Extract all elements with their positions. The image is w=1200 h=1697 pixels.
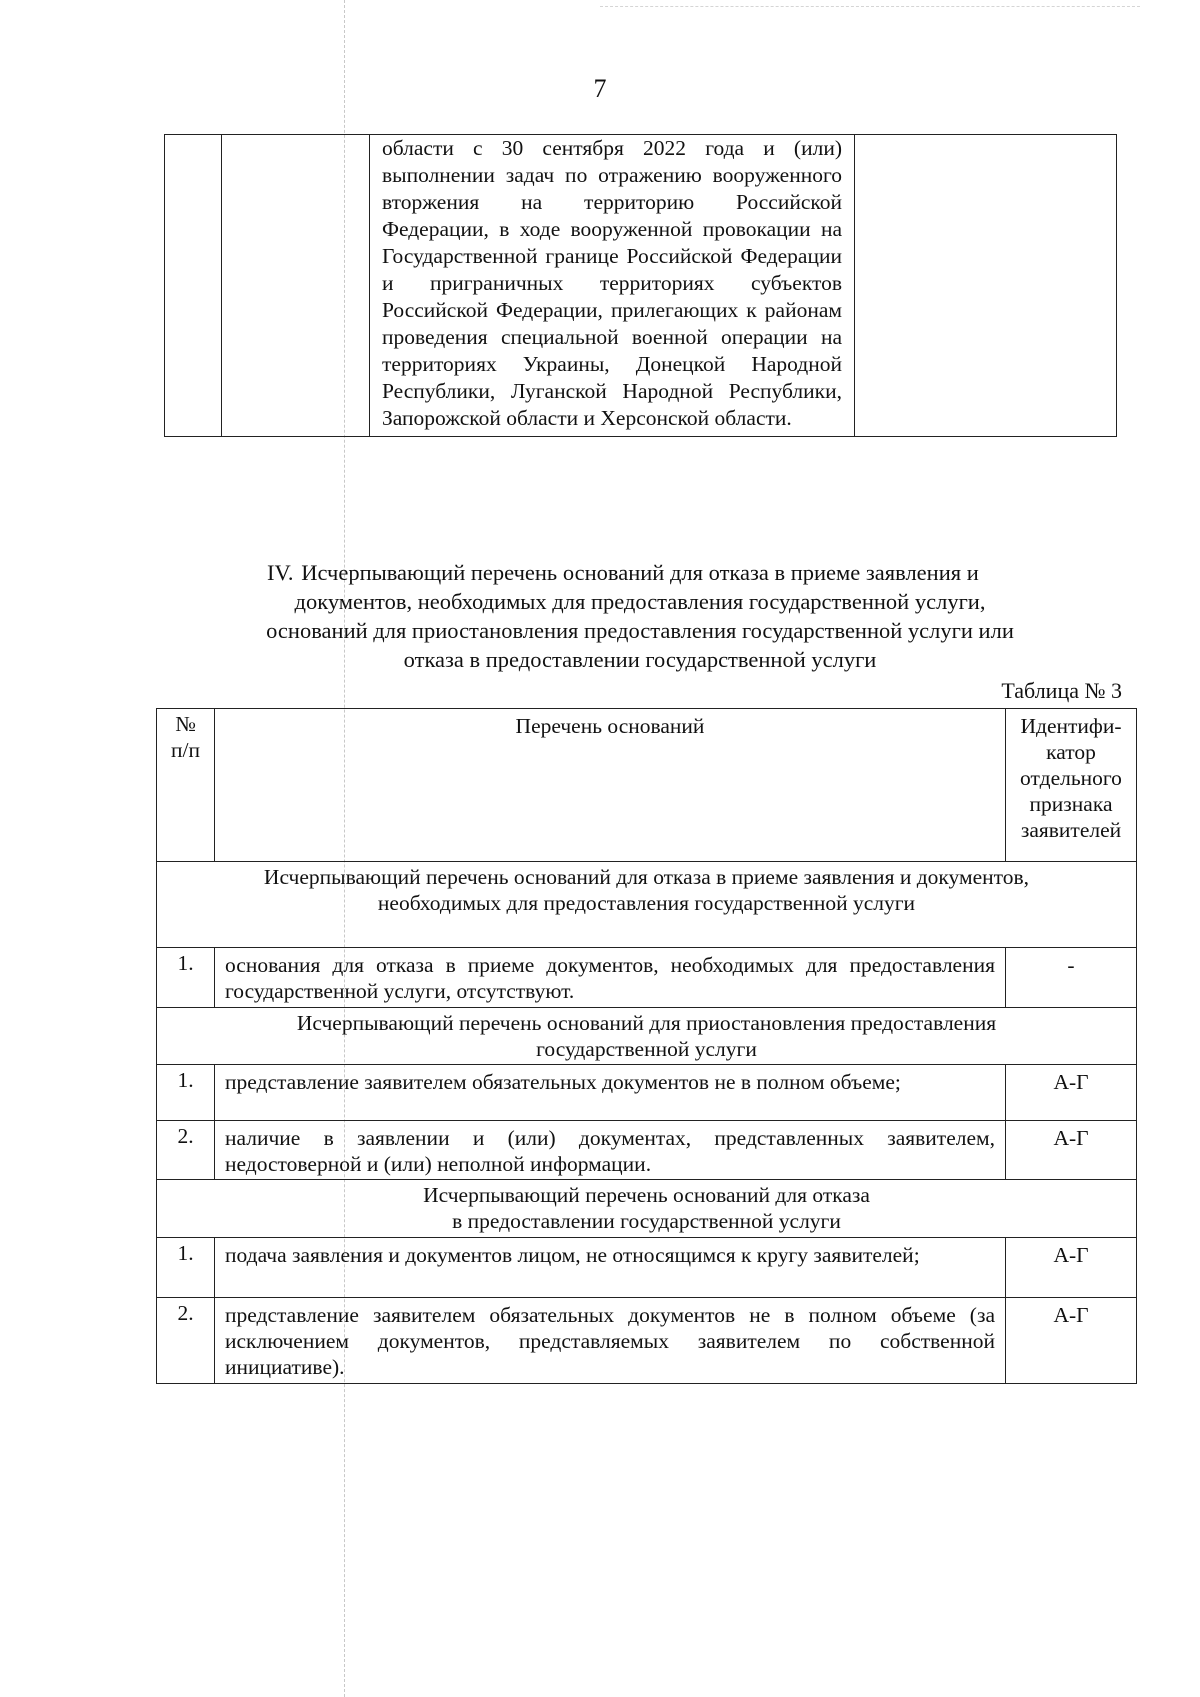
table-cell — [165, 135, 222, 437]
section-title-cell — [157, 862, 1137, 948]
header-id-line: катор — [1046, 740, 1096, 764]
section-title-line: Исчерпывающий перечень оснований для отказа в приеме заявления и — [301, 560, 979, 585]
page-number: 7 — [593, 74, 607, 103]
header-identifier — [1006, 709, 1137, 862]
header-num — [157, 709, 215, 862]
section-title-line: отказа в предоставлении государственной услуги — [403, 647, 877, 672]
row-num: 1. — [157, 1065, 215, 1121]
table-row — [157, 1298, 1137, 1384]
continued-text-cell: области с 30 сентября 2022 года и (или) выполнении задач по отражению вооруженного вторжения на территорию Российской Федерации, в ходе вооруженной провокации на Государственной границе Российской Федерации и приграничных территориях субъектов Российской Федерации, прилегающих к районам проведения специальной военной операции на территориях Украины, Донецкой Народной Республики, Луганской Народной Республики, Запорожской области и Херсонской области. — [370, 135, 855, 437]
header-id-line: Идентифи- — [1020, 714, 1122, 738]
header-id-line: отдельного — [1020, 766, 1122, 790]
section-row — [157, 862, 1137, 948]
row-identifier: А-Г — [1006, 1065, 1137, 1121]
table-row — [157, 1065, 1137, 1121]
row-identifier: А-Г — [1006, 1121, 1137, 1180]
row-text: основания для отказа в приеме документов, необходимых для предоставления государственной услуги, отсутствуют. — [215, 948, 1006, 1008]
section-title-line: необходимых для предоставления государственной услуги — [377, 891, 916, 915]
header-num-line: № — [175, 712, 196, 736]
table-header-row — [157, 709, 1137, 862]
header-num-line: п/п — [171, 738, 200, 762]
section-row — [157, 1008, 1137, 1065]
row-identifier: А-Г — [1006, 1298, 1137, 1384]
row-text: подача заявления и документов лицом, не относящимся к кругу заявителей; — [215, 1238, 1006, 1298]
section-title-line: государственной услуги — [536, 1037, 757, 1061]
row-text: наличие в заявлении и (или) документах, представленных заявителем, недостоверной и (или) неполной информации. — [215, 1121, 1006, 1180]
row-identifier: А-Г — [1006, 1238, 1137, 1298]
section-heading — [150, 558, 1130, 674]
header-list: Перечень оснований — [215, 709, 1006, 862]
section-title-line: Исчерпывающий перечень оснований для отказа в приеме заявления и документов, — [263, 865, 1030, 889]
table-row — [157, 1238, 1137, 1298]
table-3 — [156, 708, 1137, 1384]
table-cell — [855, 135, 1117, 437]
section-title-line: Исчерпывающий перечень оснований для отказа — [423, 1183, 870, 1207]
row-num: 1. — [157, 1238, 215, 1298]
row-num: 1. — [157, 948, 215, 1008]
table-caption: Таблица № 3 — [1001, 678, 1122, 703]
scan-artifact — [600, 6, 1140, 7]
row-num: 2. — [157, 1298, 215, 1384]
section-row — [157, 1180, 1137, 1238]
section-title-line: Исчерпывающий перечень оснований для приостановления предоставления — [296, 1011, 997, 1035]
table-row — [157, 948, 1137, 1008]
header-id-line: заявителей — [1020, 818, 1122, 842]
header-id-line: признака — [1029, 792, 1113, 816]
continued-table — [164, 134, 1117, 437]
section-number: IV. — [267, 560, 294, 585]
row-num: 2. — [157, 1121, 215, 1180]
row-text: представление заявителем обязательных документов не в полном объеме; — [215, 1065, 1006, 1121]
section-title-cell — [157, 1180, 1137, 1238]
section-title-line: в предоставлении государственной услуги — [452, 1209, 841, 1233]
section-title-line: документов, необходимых для предоставления государственной услуги, — [294, 589, 986, 614]
section-title-line: оснований для приостановления предоставления государственной услуги или — [266, 618, 1014, 643]
row-identifier: - — [1006, 948, 1137, 1008]
table-row — [157, 1121, 1137, 1180]
table-cell — [222, 135, 370, 437]
row-text: представление заявителем обязательных документов не в полном объеме (за исключением документов, представляемых заявителем по собственной инициативе). — [215, 1298, 1006, 1384]
table-row — [165, 135, 1117, 437]
section-title-cell — [157, 1008, 1137, 1065]
